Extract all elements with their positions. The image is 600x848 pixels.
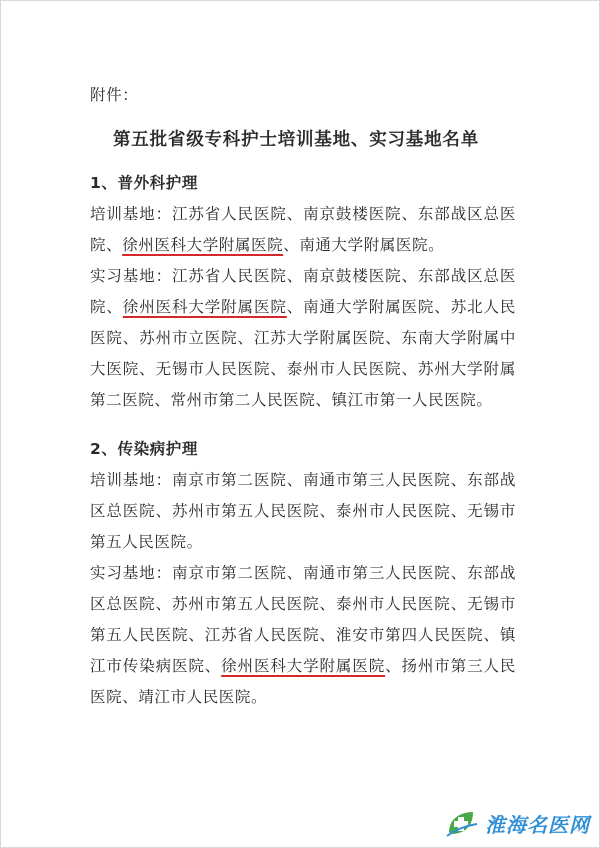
training-base-paragraph — [90, 199, 516, 261]
attachment-label: 附件： — [90, 86, 139, 104]
medical-cross-leaf-icon — [445, 808, 479, 838]
internship-base-text: 实习基地：南京市第二医院、南通市第三人民医院、东部战区总医院、苏州市第五人民医院、泰州市人民医院、无锡市第五人民医院、江苏省人民医院、淮安市第四人民医院、镇江市传染病医院、 — [90, 564, 516, 675]
section-general-surgery — [90, 168, 516, 416]
watermark-text: 淮海名医网 — [485, 812, 590, 837]
internship-base-paragraph — [90, 558, 516, 713]
training-base-paragraph: 培训基地：南京市第二医院、南通市第三人民医院、东部战区总医院、苏州市第五人民医院、泰州市人民医院、无锡市第五人民医院。 — [90, 471, 516, 551]
site-watermark — [445, 808, 590, 838]
internship-base-paragraph — [90, 261, 516, 416]
highlighted-hospital: 徐州医科大学附属医院 — [122, 298, 287, 316]
section-heading: 2、传染病护理 — [90, 440, 198, 458]
training-base-text: 培训基地：江苏省人民医院、南京鼓楼医院、东部战区总医院、 — [90, 205, 516, 254]
training-base-text-tail: 、南通大学附属医院。 — [283, 236, 445, 254]
internship-base-text-tail: 、扬州市第三人民医院、靖江市人民医院。 — [90, 657, 516, 706]
document-body — [90, 80, 516, 713]
document-title: 第五批省级专科护士培训基地、实习基地名单 — [113, 130, 479, 150]
section-heading: 1、普外科护理 — [90, 174, 198, 192]
section-infectious-disease — [90, 434, 516, 713]
internship-base-text-tail: 、南通大学附属医院、苏北人民医院、苏州市立医院、江苏大学附属医院、东南大学附属中大医院、无锡市人民医院、泰州市人民医院、苏州大学附属第二医院、常州市第二人民医院、镇江市第一人民医院。 — [90, 298, 516, 409]
highlighted-hospital: 徐州医科大学附属医院 — [221, 657, 386, 675]
highlighted-hospital: 徐州医科大学附属医院 — [122, 236, 284, 254]
internship-base-text: 实习基地：江苏省人民医院、南京鼓楼医院、东部战区总医院、 — [90, 267, 516, 316]
section-spacer — [90, 416, 516, 434]
